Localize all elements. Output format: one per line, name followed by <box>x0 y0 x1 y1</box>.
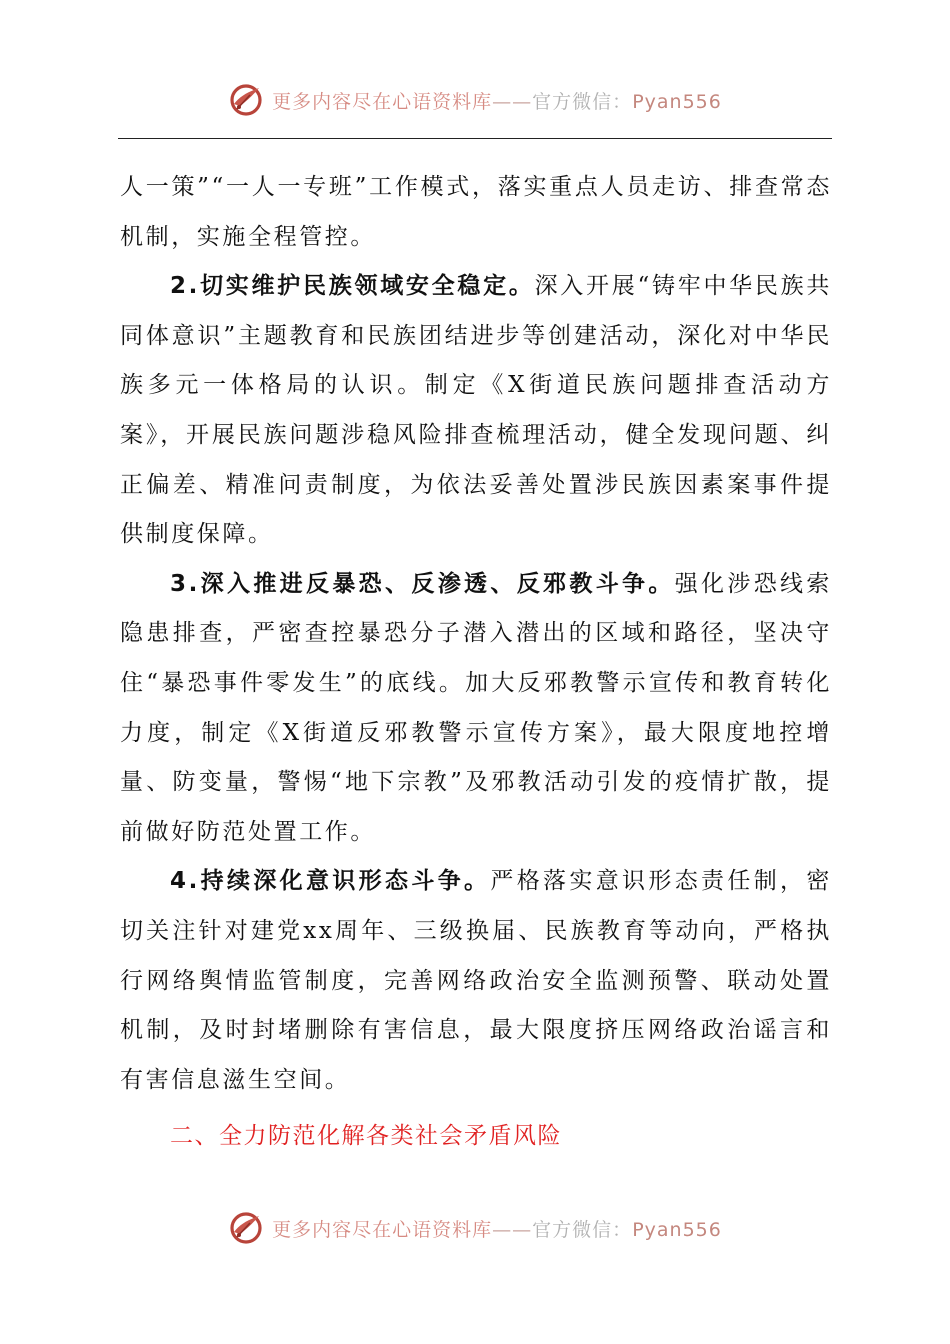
item-title-3: 3.深入推进反暴恐、反渗透、反邪教斗争。 <box>170 570 675 597</box>
item-paragraph-2 <box>120 262 832 560</box>
watermark-label: 官方微信： <box>532 90 633 113</box>
item-title-2: 2.切实维护民族领域安全稳定。 <box>170 273 535 300</box>
item-text-2: 深入开展“铸牢中华民族共同体意识”主题教育和民族团结进步等创建活动，深化对中华民族多元一体格局的认识。制定《X街道民族问题排查活动方案》，开展民族问题涉稳风险排查梳理活动，健全发现问题、纠正偏差、精准问责制度，为依法妥善处置涉民族因素案事件提供制度保障。 <box>120 273 832 548</box>
quill-seal-logo-icon <box>228 82 264 118</box>
item-text-3: 强化涉恐线索隐患排查，严密查控暴恐分子潜入潜出的区域和路径，坚决守住“暴恐事件零发生”的底线。加大反邪教警示宣传和教育转化力度，制定《X街道反邪教警示宣传方案》，最大限度地控增量、防变量，警惕“地下宗教”及邪教活动引发的疫情扩散，提前做好防范处置工作。 <box>120 570 832 845</box>
watermark-label: 官方微信： <box>532 1218 633 1241</box>
item-title-4: 4.持续深化意识形态斗争。 <box>170 868 491 895</box>
watermark-dash: —— <box>492 1218 533 1241</box>
watermark-main-text: 更多内容尽在心语资料库 <box>272 1218 493 1241</box>
footer-watermark <box>0 1210 950 1246</box>
header-watermark <box>0 82 950 118</box>
watermark-wechat-id: Pyan556 <box>632 1218 722 1241</box>
item-paragraph-3 <box>120 560 832 858</box>
item-text-4: 严格落实意识形态责任制，密切关注针对建党xx周年、三级换届、民族教育等动向，严格执行网络舆情监管制度，完善网络政治安全监测预警、联动处置机制，及时封堵删除有害信息，最大限度挤压网络政治谣言和有害信息滋生空间。 <box>120 868 832 1093</box>
item-paragraph-4 <box>120 857 832 1105</box>
watermark-dash: —— <box>492 90 533 113</box>
watermark-main-text: 更多内容尽在心语资料库 <box>272 90 493 113</box>
watermark-wechat-id: Pyan556 <box>632 90 722 113</box>
document-body <box>120 163 832 1105</box>
section-heading: 二、全力防范化解各类社会矛盾风险 <box>170 1123 562 1149</box>
watermark-text <box>272 1215 722 1242</box>
header-rule <box>118 138 832 139</box>
continuation-paragraph: 人一策”“一人一专班”工作模式，落实重点人员走访、排查常态机制，实施全程管控。 <box>120 174 832 250</box>
quill-seal-logo-icon <box>228 1210 264 1246</box>
watermark-text <box>272 87 722 114</box>
